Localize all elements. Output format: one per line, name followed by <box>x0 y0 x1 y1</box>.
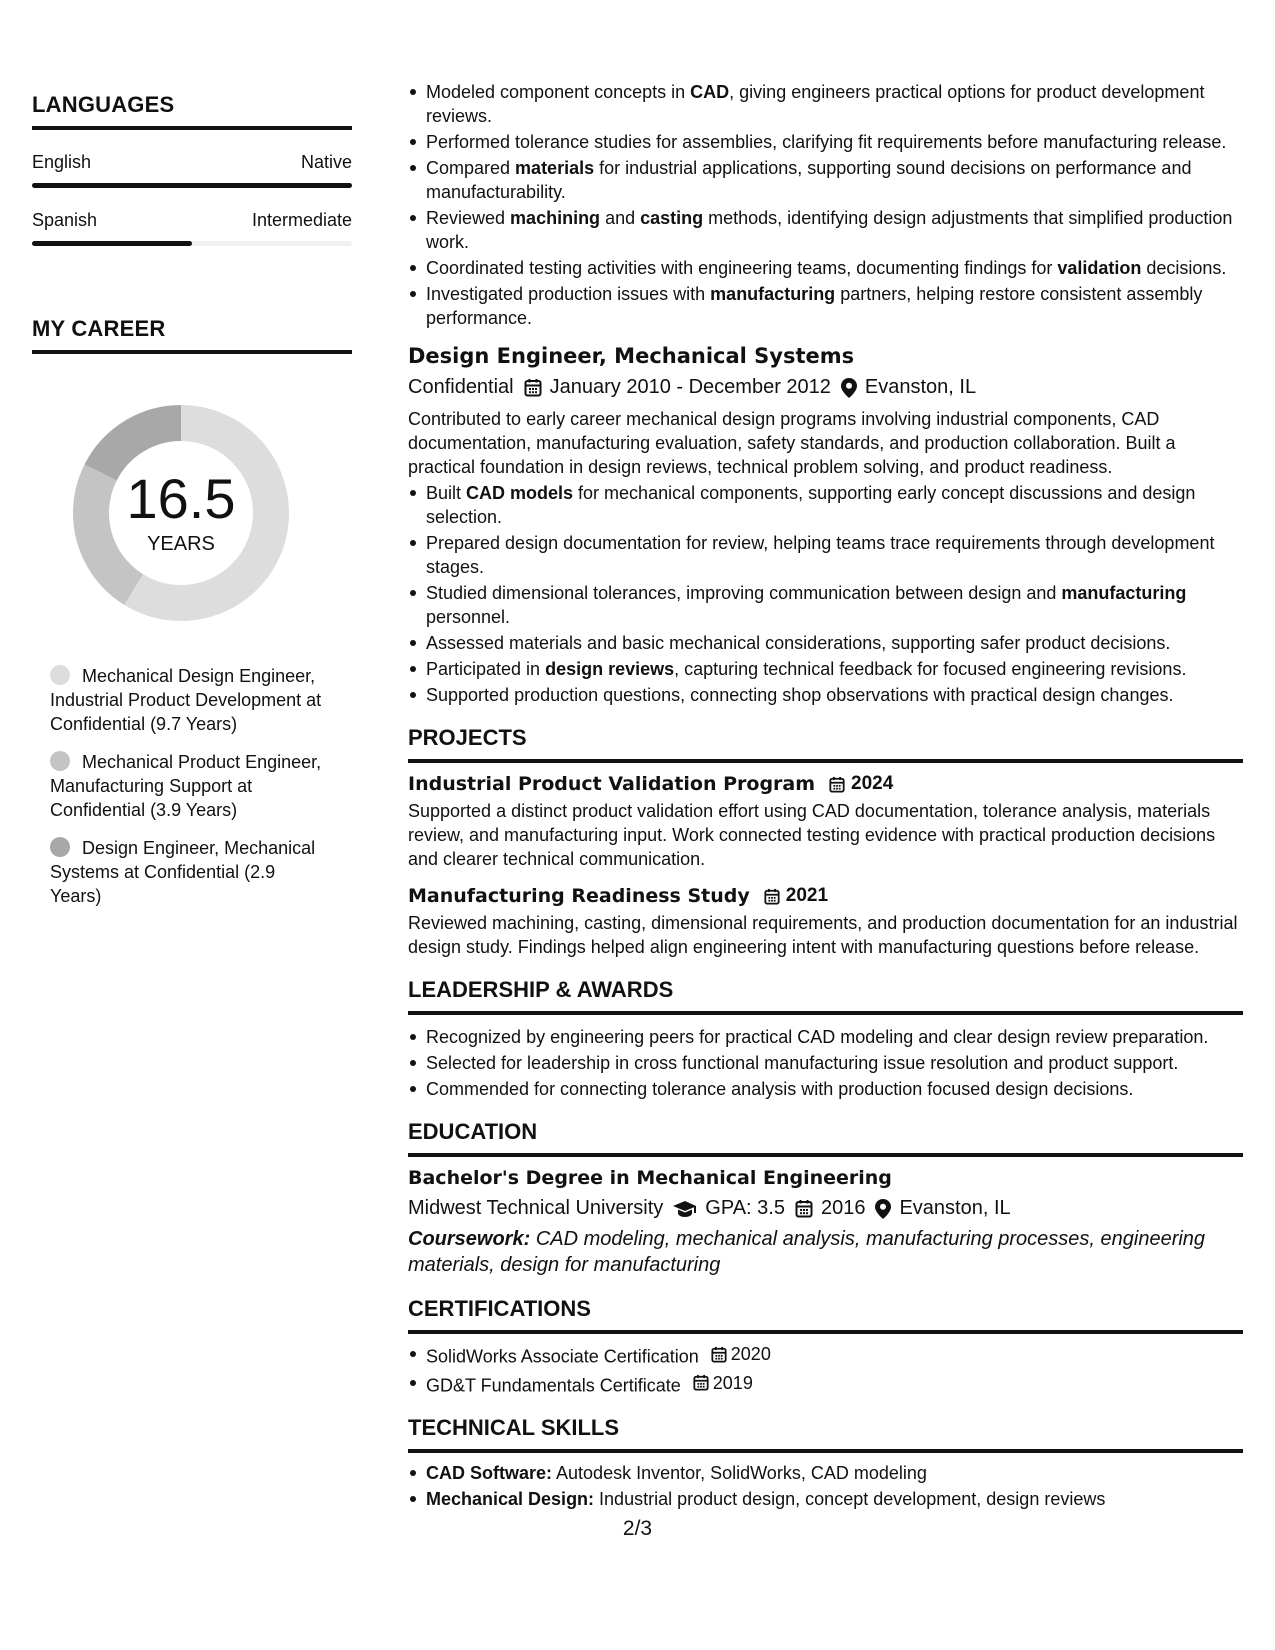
legend-item <box>50 836 330 908</box>
bullet-text: for industrial applications, supporting sound decisions on performance and manufacturability. <box>426 158 1192 202</box>
graduation-cap-icon <box>673 1200 697 1218</box>
education-meta <box>408 1197 1243 1220</box>
bullet-keyword: validation <box>1057 258 1142 278</box>
projects-list <box>408 773 1243 959</box>
bullet-keyword: manufacturing <box>1061 583 1187 603</box>
bullet-text: Studied dimensional tolerances, improving communication between design and <box>426 583 1062 603</box>
language-proficiency-fill <box>32 241 192 246</box>
calendar-icon <box>524 378 542 397</box>
bullet-text: decisions. <box>1141 258 1227 278</box>
bullet-text: Coordinated testing activities with engineering teams, documenting findings for <box>426 258 1058 278</box>
right-column <box>408 80 1243 1513</box>
bullet-item <box>408 282 1243 330</box>
bullet-item <box>408 683 1243 707</box>
role-summary: Contributed to early career mechanical design programs involving industrial components, CAD documentation, manufacturing evaluation, safety standards, and production collaboration. Built a practical foundation in design reviews, technical problem solving, and product readiness. <box>408 409 1176 477</box>
map-pin-icon <box>841 378 857 398</box>
legend-label: Mechanical Product Engineer, Manufacturing Support at Confidential (3.9 Years) <box>50 752 322 820</box>
legend-swatch <box>50 837 70 857</box>
language-level: Native <box>300 152 352 172</box>
calendar-icon <box>829 776 845 793</box>
bullet-item <box>408 156 1243 204</box>
bullet-text: and <box>600 208 641 228</box>
bullet-text: Modeled component concepts in <box>426 82 691 102</box>
language-proficiency-bar <box>32 183 352 188</box>
page-number: 2/3 <box>622 1517 653 1540</box>
legend-item <box>50 750 330 822</box>
language-proficiency-bar <box>32 241 352 246</box>
role-location: Evanston, IL <box>864 376 977 398</box>
bullet-item <box>408 80 1243 128</box>
education-location: Evanston, IL <box>899 1197 1011 1219</box>
language-name: English <box>32 152 92 172</box>
role-company: Confidential <box>408 376 514 398</box>
bullet-keyword: CAD <box>690 82 730 102</box>
project-title <box>408 773 1243 795</box>
skill-value: Industrial product design, concept development, design reviews <box>594 1489 1106 1509</box>
legend-swatch <box>50 751 70 771</box>
career-unit: YEARS <box>147 532 215 555</box>
role-bullets <box>408 481 1243 707</box>
language-item <box>32 152 352 188</box>
career-donut-chart <box>66 398 296 628</box>
leadership-item: Selected for leadership in cross functional manufacturing issue resolution and product support. <box>408 1051 1243 1075</box>
coursework-text: CAD modeling, mechanical analysis, manufacturing processes, engineering materials, design for manufacturing <box>408 1228 1206 1276</box>
bullet-item <box>408 657 1243 681</box>
bullet-text: methods, identifying design adjustments that simplified production work. <box>426 208 1233 252</box>
role-dates: January 2010 - December 2012 <box>549 376 831 398</box>
language-list <box>32 152 352 246</box>
coursework <box>408 1226 1243 1278</box>
role-meta <box>408 376 1243 399</box>
calendar-icon <box>764 888 780 905</box>
bullet-item <box>408 481 1243 529</box>
bullet-item <box>408 581 1243 629</box>
leadership-item: Recognized by engineering peers for practical CAD modeling and clear design review preparation. <box>408 1025 1243 1049</box>
project-year: 2024 <box>851 773 894 794</box>
bullet-item <box>408 631 1243 655</box>
bullet-text: Built <box>426 483 467 503</box>
bullet-text: Prepared design documentation for review, helping teams trace requirements through development stages. <box>426 533 1215 577</box>
bullet-keyword: design reviews <box>545 659 675 679</box>
skills-heading: TECHNICAL SKILLS <box>408 1415 1243 1453</box>
previous-role-bullets <box>408 80 1243 330</box>
legend-label: Design Engineer, Mechanical Systems at Confidential (2.9 Years) <box>50 838 316 906</box>
calendar-icon <box>693 1374 709 1391</box>
project-name: Manufacturing Readiness Study <box>408 885 750 907</box>
bullet-text: Reviewed <box>426 208 511 228</box>
bullet-text: Performed tolerance studies for assemblies, clarifying fit requirements before manufacturing release. <box>426 132 1227 152</box>
languages-heading: LANGUAGES <box>32 92 352 130</box>
coursework-label: Coursework: <box>408 1228 531 1250</box>
certification-year: 2020 <box>730 1344 771 1364</box>
skill-item <box>408 1487 1243 1511</box>
school-name: Midwest Technical University <box>408 1197 664 1219</box>
bullet-text: partners, helping restore consistent assembly performance. <box>426 284 1203 328</box>
career-legend <box>50 664 330 908</box>
role-title: Design Engineer, Mechanical Systems <box>408 344 855 368</box>
certification-name: GD&T Fundamentals Certificate <box>426 1375 681 1395</box>
education-heading: EDUCATION <box>408 1119 1243 1157</box>
project-description: Reviewed machining, casting, dimensional requirements, and production documentation for an industrial design study. Findings helped align engineering intent with manufacturing questions before release. <box>408 913 1238 957</box>
bullet-text: Supported production questions, connecting shop observations with practical design changes. <box>426 685 1174 705</box>
certifications-list <box>408 1342 1243 1397</box>
leadership-list <box>408 1025 1243 1101</box>
project-year: 2021 <box>785 885 829 906</box>
bullet-text: , capturing technical feedback for focused engineering revisions. <box>674 659 1187 679</box>
project-name: Industrial Product Validation Program <box>408 773 816 795</box>
calendar-icon <box>795 1199 813 1218</box>
language-row <box>32 210 352 231</box>
certification-item <box>408 1342 1243 1369</box>
bullet-item <box>408 206 1243 254</box>
language-item <box>32 210 352 246</box>
bullet-keyword: CAD models <box>466 483 574 503</box>
projects-heading: PROJECTS <box>408 725 1243 763</box>
certification-date <box>711 1342 771 1366</box>
legend-label: Mechanical Design Engineer, Industrial Product Development at Confidential (9.7 Years) <box>50 666 322 734</box>
degree-title: Bachelor's Degree in Mechanical Engineering <box>408 1167 892 1189</box>
bullet-keyword: materials <box>515 158 595 178</box>
bullet-text: , giving engineers practical options for product development reviews. <box>426 82 1205 126</box>
leadership-item: Commended for connecting tolerance analysis with production focused design decisions. <box>408 1077 1243 1101</box>
certification-year: 2019 <box>712 1372 753 1393</box>
left-column <box>32 92 352 922</box>
skill-item <box>408 1461 1243 1485</box>
bullet-keyword: casting <box>640 208 704 228</box>
donut-center <box>66 398 296 628</box>
legend-item <box>50 664 330 736</box>
project-description: Supported a distinct product validation effort using CAD documentation, tolerance analysis, materials review, and manufacturing input. Work connected testing evidence with practical production decisions and clearer technical communication. <box>408 801 1216 869</box>
graduation-year: 2016 <box>820 1197 866 1219</box>
career-total-years: 16.5 <box>126 466 236 530</box>
language-proficiency-fill <box>32 183 352 188</box>
skill-label: Mechanical Design: <box>426 1489 595 1509</box>
bullet-text: Assessed materials and basic mechanical considerations, supporting safer product decisions. <box>426 633 1171 653</box>
certification-name: SolidWorks Associate Certification <box>426 1346 699 1367</box>
bullet-item <box>408 531 1243 579</box>
gpa: GPA: 3.5 <box>705 1197 785 1219</box>
bullet-text: Investigated production issues with <box>426 284 711 304</box>
language-name: Spanish <box>32 210 98 230</box>
calendar-icon <box>711 1346 727 1363</box>
bullet-keyword: manufacturing <box>710 284 836 304</box>
map-pin-icon <box>875 1199 891 1219</box>
certifications-heading: CERTIFICATIONS <box>408 1296 1243 1334</box>
bullet-text: for mechanical components, supporting early concept discussions and design selection. <box>426 483 1196 527</box>
skill-label: CAD Software: <box>426 1463 553 1483</box>
certification-date <box>693 1371 753 1395</box>
legend-swatch <box>50 665 70 685</box>
bullet-item <box>408 256 1243 280</box>
certification-item <box>408 1371 1243 1398</box>
project-title <box>408 885 1243 907</box>
skill-value: Autodesk Inventor, SolidWorks, CAD modeling <box>552 1463 927 1483</box>
leadership-heading: LEADERSHIP & AWARDS <box>408 977 1243 1015</box>
language-level: Intermediate <box>251 210 352 230</box>
skills-list <box>408 1461 1243 1511</box>
career-heading: MY CAREER <box>32 316 352 354</box>
bullet-keyword: machining <box>510 208 601 228</box>
bullet-text: personnel. <box>426 607 511 627</box>
bullet-text: Compared <box>426 158 516 178</box>
language-row <box>32 152 352 173</box>
bullet-item <box>408 130 1243 154</box>
bullet-text: Participated in <box>426 659 546 679</box>
